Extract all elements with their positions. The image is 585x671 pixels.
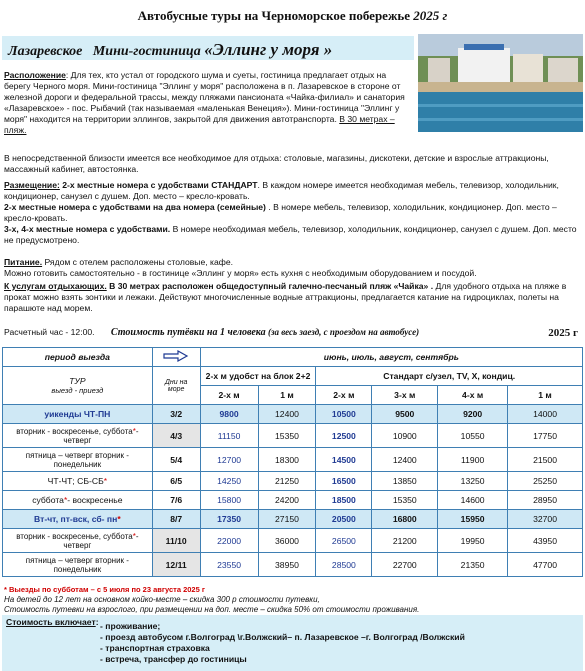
price-cell: 28500: [316, 553, 372, 577]
tour-cell: Вт-чт, пт-вск, сб- пн*: [3, 510, 153, 529]
room-type: 1 м: [508, 386, 583, 405]
price-cell: 15800: [200, 491, 258, 510]
location-heading: Расположение: [4, 70, 66, 80]
price-cell: 21500: [508, 448, 583, 472]
price-cell: 10500: [316, 405, 372, 424]
accommodation-section: [4, 180, 582, 246]
location-extra: В непосредственной близости имеется все необходимое для отдыха: столовые, магазины, дискотеки, детские и взрослые аттракционы, массажный кабинет, автостоянка.: [4, 153, 549, 174]
months-label: июнь, июль, август, сентябрь: [200, 348, 582, 367]
includes-list: [100, 621, 580, 665]
price-cell: 9200: [438, 405, 508, 424]
table-row: [3, 405, 583, 424]
room-type: 3-х м: [372, 386, 438, 405]
room-group-1: 2-х м удобст на блок 2+2: [200, 367, 316, 386]
hotel-place: Лазаревское: [8, 44, 83, 59]
table-row: [3, 529, 583, 553]
location-section: [4, 70, 414, 136]
footnote-children: На детей до 12 лет на основном койко-месте – скидка 300 р стоимости путевки,: [4, 595, 320, 604]
price-cell: 12700: [200, 448, 258, 472]
footnote-extra-bed: Стоимость путевки на взрослого, при размещении на доп. месте – скидка 50% от стоимости проживания.: [4, 605, 420, 614]
price-cell: 9500: [372, 405, 438, 424]
days-header: Дни на море: [152, 367, 200, 405]
accommodation-bold-1: 2-х местные номера с удобствами СТАНДАРТ: [59, 180, 258, 190]
price-cell: 14250: [200, 472, 258, 491]
price-cell: 15350: [372, 491, 438, 510]
accommodation-text-1: . В каждом номере имеется необходимая мебель, телевизор, холодильник, кондиционер, санузел с душем. Доп. место – кресло-кровать.: [4, 180, 559, 201]
price-cell: 14600: [438, 491, 508, 510]
price-cell: 11900: [438, 448, 508, 472]
includes-item: - проживание;: [100, 621, 161, 631]
price-cell: 17750: [508, 424, 583, 448]
accommodation-bold-3: 3-х, 4-х местные номера с удобствами.: [4, 224, 171, 234]
price-cell: 11150: [200, 424, 258, 448]
price-cell: 26500: [316, 529, 372, 553]
period-label: период выезда: [3, 348, 153, 367]
pricing-year: 2025 г: [548, 327, 578, 339]
services-heading: К услугам отдыхающих.: [4, 281, 107, 291]
price-cell: 21200: [372, 529, 438, 553]
table-row: [3, 448, 583, 472]
services-text: Для удобного отдыха на пляже в прокат можно взять зонтики и лежаки. Действуют многочисленные водные аттракционы, предлагается катание на гидроциклах, полеты на парашюте над морем.: [4, 281, 567, 313]
includes-heading: Стоимость включает:: [6, 617, 99, 627]
price-cell: 18500: [316, 491, 372, 510]
hotel-heading: [8, 40, 332, 60]
price-cell: 22700: [372, 553, 438, 577]
price-cell: 12400: [372, 448, 438, 472]
accommodation-text-3: В номере необходимая мебель, телевизор, холодильник, кондиционер, санузел с душем. Доп. место не предусмотрено.: [4, 224, 577, 245]
location-distance: В 30 метрах – пляж.: [4, 114, 395, 135]
price-cell: 13250: [438, 472, 508, 491]
includes-item: - встреча, трансфер до гостиницы: [100, 654, 247, 664]
accommodation-text-2: . В номере мебель, телевизор, холодильник, кондиционер. Доп. место – кресло-кровать.: [4, 202, 557, 223]
days-cell: 7/6: [152, 491, 200, 510]
table-row: [3, 424, 583, 448]
tour-sub: выезд - приезд: [51, 386, 104, 395]
room-type: 2-х м: [200, 386, 258, 405]
hotel-name: «Эллинг у моря »: [204, 40, 333, 59]
tour-label: ТУР: [69, 376, 86, 386]
price-table: [2, 347, 583, 577]
room-group-2: Стандарт с/узел, TV, Х, кондиц.: [316, 367, 583, 386]
price-cell: 38950: [258, 553, 316, 577]
table-row: [3, 491, 583, 510]
price-cell: 12400: [258, 405, 316, 424]
price-cell: 9800: [200, 405, 258, 424]
price-cell: 21250: [258, 472, 316, 491]
price-cell: 15350: [258, 424, 316, 448]
tour-cell: уикенды ЧТ-ПН: [3, 405, 153, 424]
price-cell: 14000: [508, 405, 583, 424]
price-cell: 14500: [316, 448, 372, 472]
tour-cell: ЧТ-ЧТ; СБ-СБ*: [3, 472, 153, 491]
period-row: [3, 348, 583, 367]
hotel-type: Мини-гостиница: [92, 44, 201, 59]
price-cell: 15950: [438, 510, 508, 529]
price-cell: 24200: [258, 491, 316, 510]
accommodation-heading: Размещение:: [4, 180, 60, 190]
price-cell: 16800: [372, 510, 438, 529]
price-cell: 27150: [258, 510, 316, 529]
price-cell: 36000: [258, 529, 316, 553]
price-cell: 21350: [438, 553, 508, 577]
table-row: [3, 472, 583, 491]
footnote-saturdays: * Выезды по субботам – с 5 июля по 23 августа 2025 г: [4, 585, 205, 594]
price-cell: 28950: [508, 491, 583, 510]
price-cell: 17350: [200, 510, 258, 529]
price-cell: 10900: [372, 424, 438, 448]
tour-cell: вторник - воскресенье, суббота*- четверг: [3, 424, 153, 448]
tour-cell: пятница – четверг вторник - понедельник: [3, 448, 153, 472]
price-cell: 43950: [508, 529, 583, 553]
room-type: 2-х м: [316, 386, 372, 405]
accommodation-bold-2: 2-х местные номера с удобствами на два номера (семейные): [4, 202, 266, 212]
title-year: 2025 г: [413, 8, 448, 23]
price-cell: 32700: [508, 510, 583, 529]
days-cell: 6/5: [152, 472, 200, 491]
checkout-time: Расчетный час - 12:00.: [4, 327, 95, 337]
tour-cell: вторник - воскресенье, суббота*- четверг: [3, 529, 153, 553]
price-cell: 25250: [508, 472, 583, 491]
location-text: : Для тех, кто устал от городского шума и суеты, гостиница предлагает отдых на берегу Черного моря. Мини-гостиница "Эллинг у моря" расположена в п. Лазаревское в стороне от железной дороги и федеральной трассы, между пляжами пансионата «Чайка-филиал» и санатория «Лазаревское» - пос. Рыбачий (так называемая «маленькая Венеция»). Мини-гостиница "Эллинг у моря" находится на территории эллингов, закрытой для движения автотранспорта.: [4, 70, 405, 124]
arrow-icon: [152, 348, 200, 367]
days-cell: 4/3: [152, 424, 200, 448]
food-heading: Питание.: [4, 257, 43, 267]
pricing-label: Стоимость путёвки на 1 человека: [110, 327, 266, 338]
price-cell: 47700: [508, 553, 583, 577]
price-cell: 23550: [200, 553, 258, 577]
hotel-photo: [418, 34, 583, 132]
page-title: [0, 8, 585, 24]
pricing-header: [4, 327, 582, 338]
title-main: Автобусные туры на Черноморское побережье: [137, 8, 411, 23]
price-cell: 19950: [438, 529, 508, 553]
includes-item: - проезд автобусом г.Волгоград \г.Волжский– п. Лазаревское –г. Волгоград /Волжский: [100, 632, 465, 642]
food-text: Рядом с отелем расположены столовые, кафе.: [42, 257, 233, 267]
includes-item: - транспортная страховка: [100, 643, 210, 653]
price-cell: 18300: [258, 448, 316, 472]
room-type: 1 м: [258, 386, 316, 405]
table-row: [3, 553, 583, 577]
header-row-1: [3, 367, 583, 386]
pricing-note: (за весь заезд, с проездом на автобусе): [268, 327, 420, 337]
tour-cell: суббота*- воскресенье: [3, 491, 153, 510]
days-cell: 12/11: [152, 553, 200, 577]
price-cell: 10550: [438, 424, 508, 448]
table-row: [3, 510, 583, 529]
food-extra: Можно готовить самостоятельно - в гостинице «Эллинг у моря» есть кухня с необходимым оборудованием и посудой.: [4, 268, 477, 278]
tour-header: [3, 367, 153, 405]
days-cell: 3/2: [152, 405, 200, 424]
price-cell: 12500: [316, 424, 372, 448]
price-cell: 16500: [316, 472, 372, 491]
price-cell: 22000: [200, 529, 258, 553]
price-cell: 20500: [316, 510, 372, 529]
price-cell: 13850: [372, 472, 438, 491]
services-bold: В 30 метрах расположен общедоступный галечно-песчаный пляж «Чайка» .: [106, 281, 434, 291]
food-section: [4, 257, 582, 279]
services-section: [4, 281, 582, 314]
days-cell: 11/10: [152, 529, 200, 553]
days-cell: 5/4: [152, 448, 200, 472]
tour-cell: пятница – четверг вторник - понедельник: [3, 553, 153, 577]
days-cell: 8/7: [152, 510, 200, 529]
room-type: 4-х м: [438, 386, 508, 405]
